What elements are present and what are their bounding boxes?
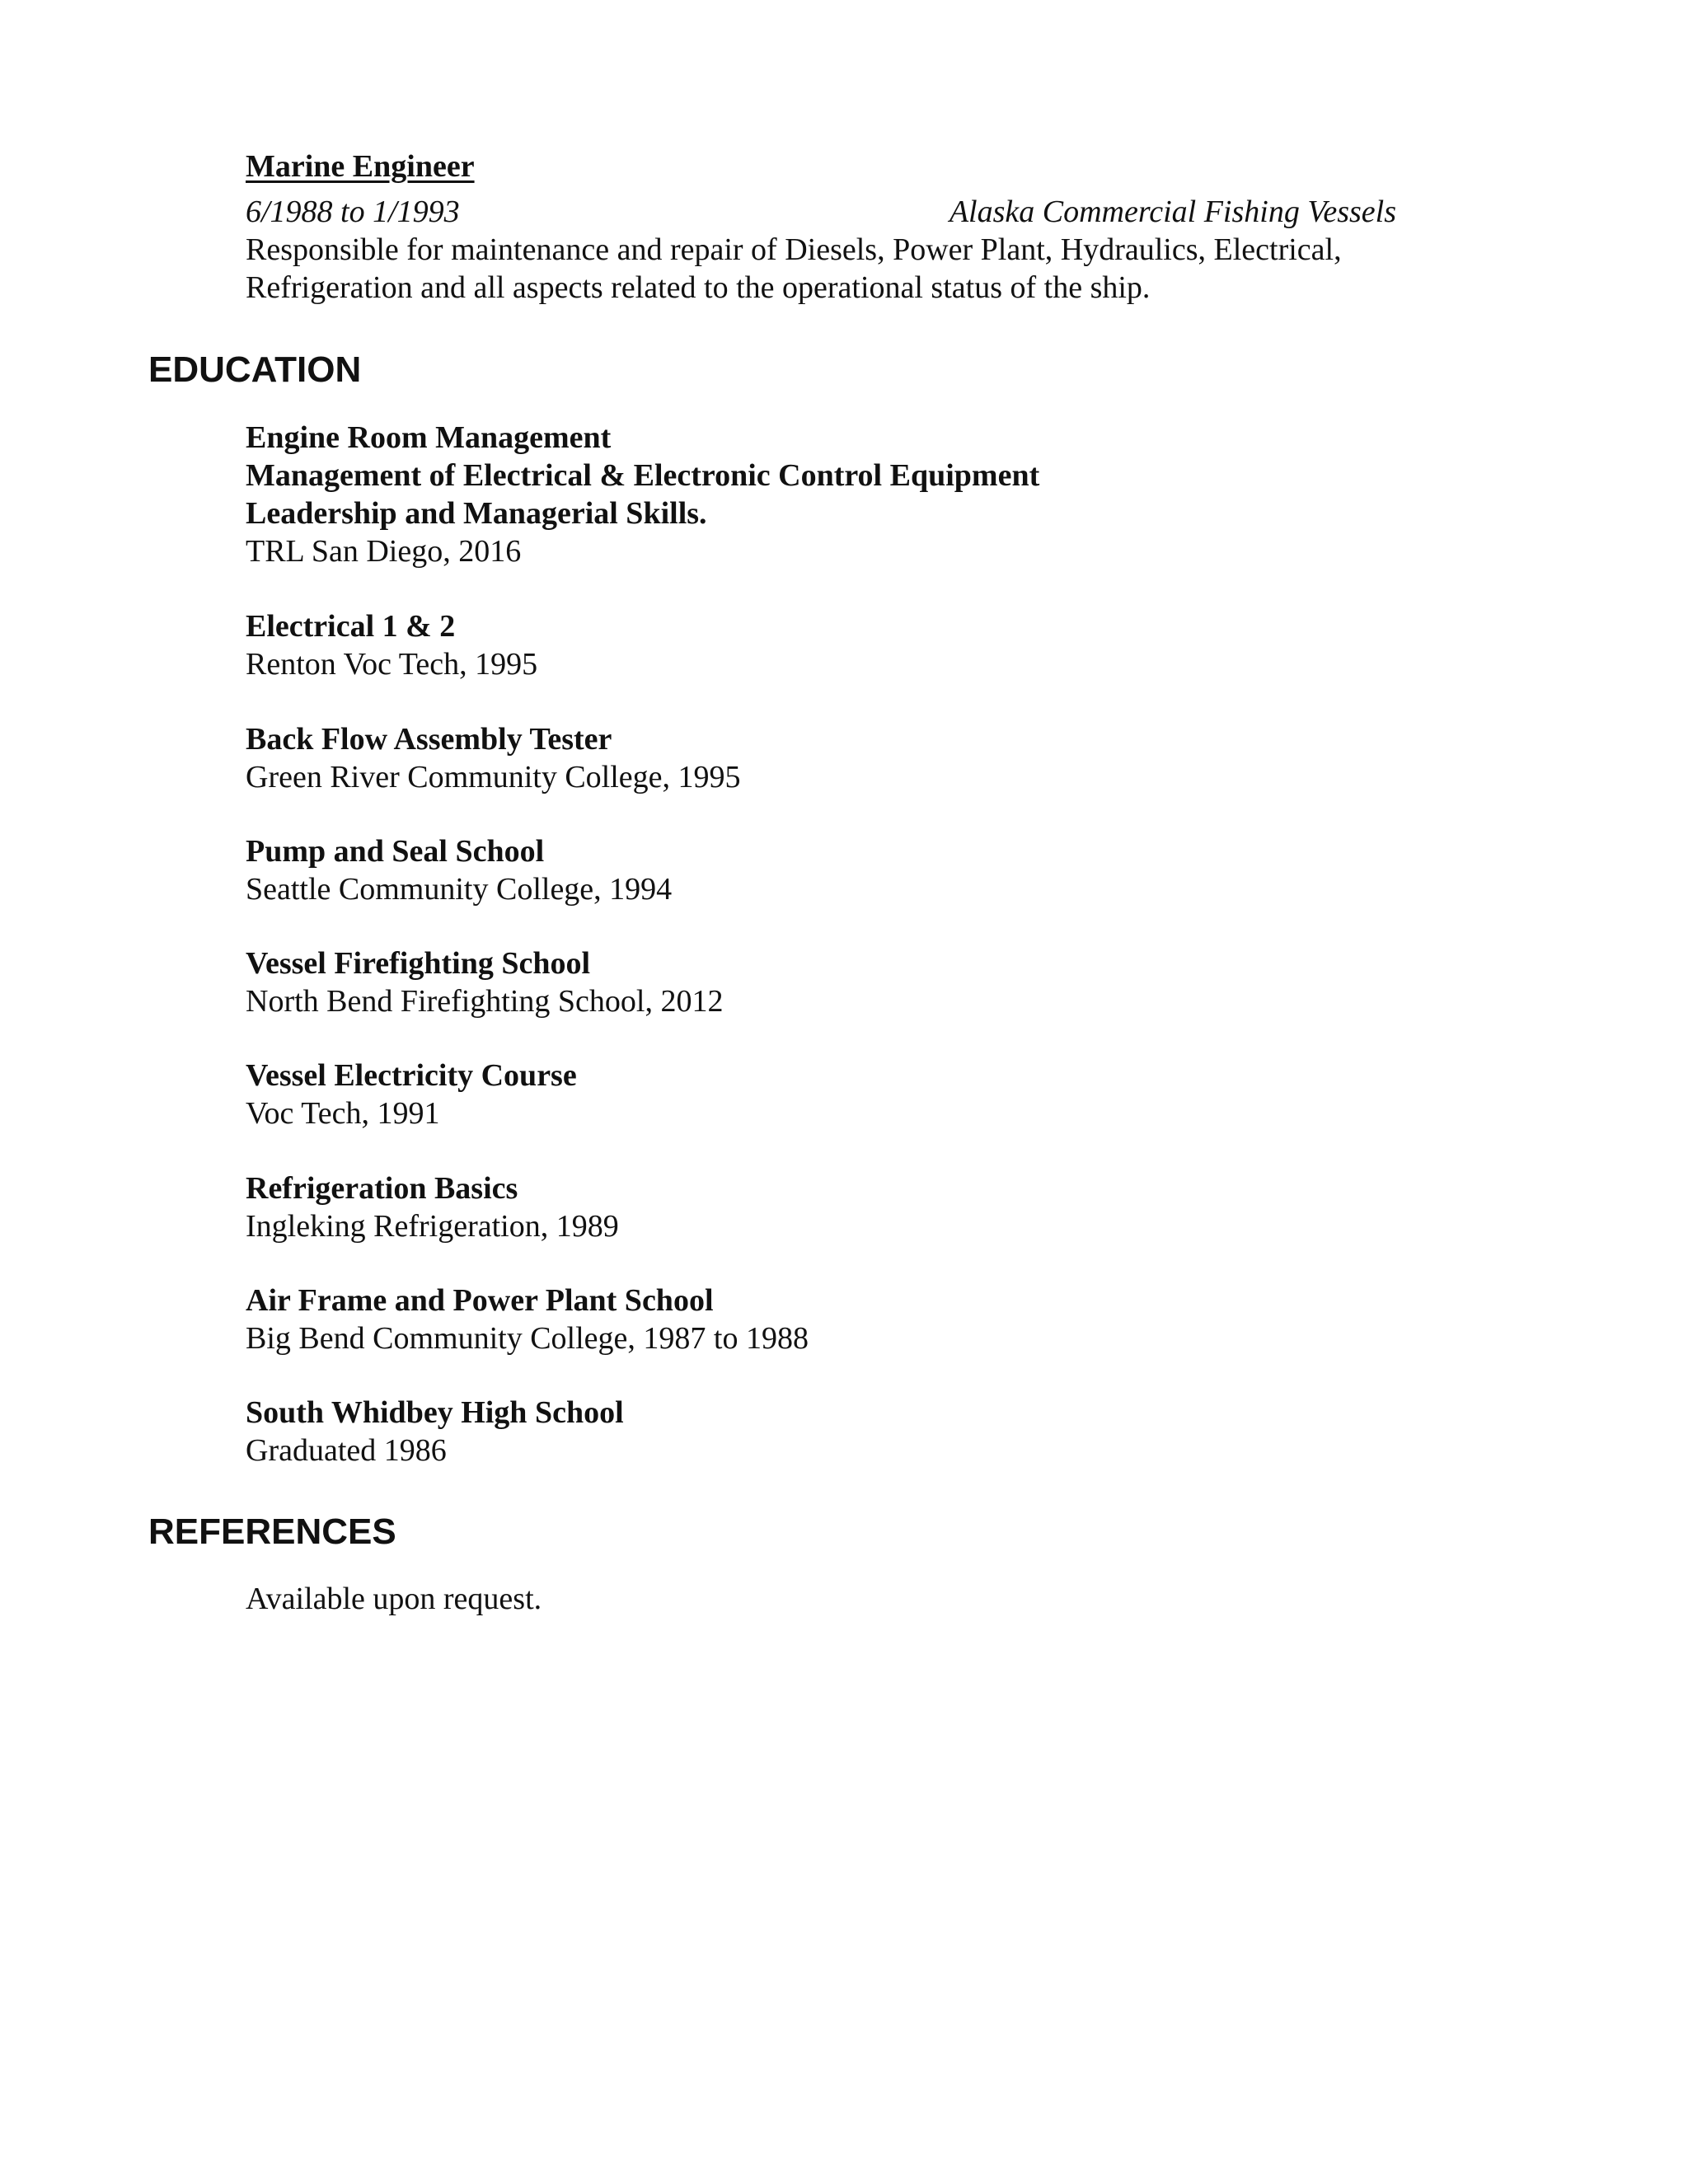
education-course: Vessel Electricity Course bbox=[246, 1058, 577, 1093]
education-course: Management of Electrical & Electronic Control Equipment bbox=[246, 458, 1040, 493]
education-course: Air Frame and Power Plant School bbox=[246, 1283, 714, 1318]
education-course: Refrigeration Basics bbox=[246, 1171, 518, 1206]
education-course: Back Flow Assembly Tester bbox=[246, 722, 612, 757]
education-entry bbox=[246, 1169, 619, 1245]
job-description bbox=[246, 231, 1416, 307]
education-school: Seattle Community College, 1994 bbox=[246, 872, 673, 907]
education-course: Pump and Seal School bbox=[246, 834, 545, 869]
education-entry bbox=[246, 720, 741, 796]
job-description-line: Responsible for maintenance and repair of Diesels, Power Plant, Hydraulics, Electrical, bbox=[246, 232, 1342, 267]
job-description-line: Refrigeration and all aspects related to the operational status of the ship. bbox=[246, 270, 1151, 305]
education-school: Voc Tech, 1991 bbox=[246, 1096, 440, 1131]
education-course: South Whidbey High School bbox=[246, 1395, 624, 1430]
education-school: Ingleking Refrigeration, 1989 bbox=[246, 1209, 619, 1244]
education-school: Renton Voc Tech, 1995 bbox=[246, 647, 538, 682]
education-entry bbox=[246, 419, 1039, 570]
education-school: Big Bend Community College, 1987 to 1988 bbox=[246, 1321, 809, 1356]
job-employer: Alaska Commercial Fishing Vessels bbox=[949, 194, 1396, 229]
education-school: North Bend Firefighting School, 2012 bbox=[246, 984, 724, 1019]
references-heading: REFERENCES bbox=[148, 1511, 396, 1552]
education-course: Electrical 1 & 2 bbox=[246, 609, 456, 644]
education-entry bbox=[246, 1282, 809, 1357]
education-school: Graduated 1986 bbox=[246, 1433, 447, 1468]
references-text: Available upon request. bbox=[246, 1582, 542, 1616]
job-dates: 6/1988 to 1/1993 bbox=[246, 194, 460, 229]
education-entry bbox=[246, 607, 537, 683]
education-entry bbox=[246, 944, 723, 1020]
education-school: TRL San Diego, 2016 bbox=[246, 534, 522, 569]
education-course: Engine Room Management bbox=[246, 420, 612, 455]
education-course: Vessel Firefighting School bbox=[246, 946, 591, 981]
education-entry bbox=[246, 1394, 624, 1469]
education-entry bbox=[246, 832, 672, 908]
education-course: Leadership and Managerial Skills. bbox=[246, 496, 707, 531]
education-heading: EDUCATION bbox=[148, 349, 362, 390]
job-title: Marine Engineer bbox=[246, 149, 475, 184]
education-school: Green River Community College, 1995 bbox=[246, 760, 741, 794]
education-entry bbox=[246, 1057, 577, 1132]
